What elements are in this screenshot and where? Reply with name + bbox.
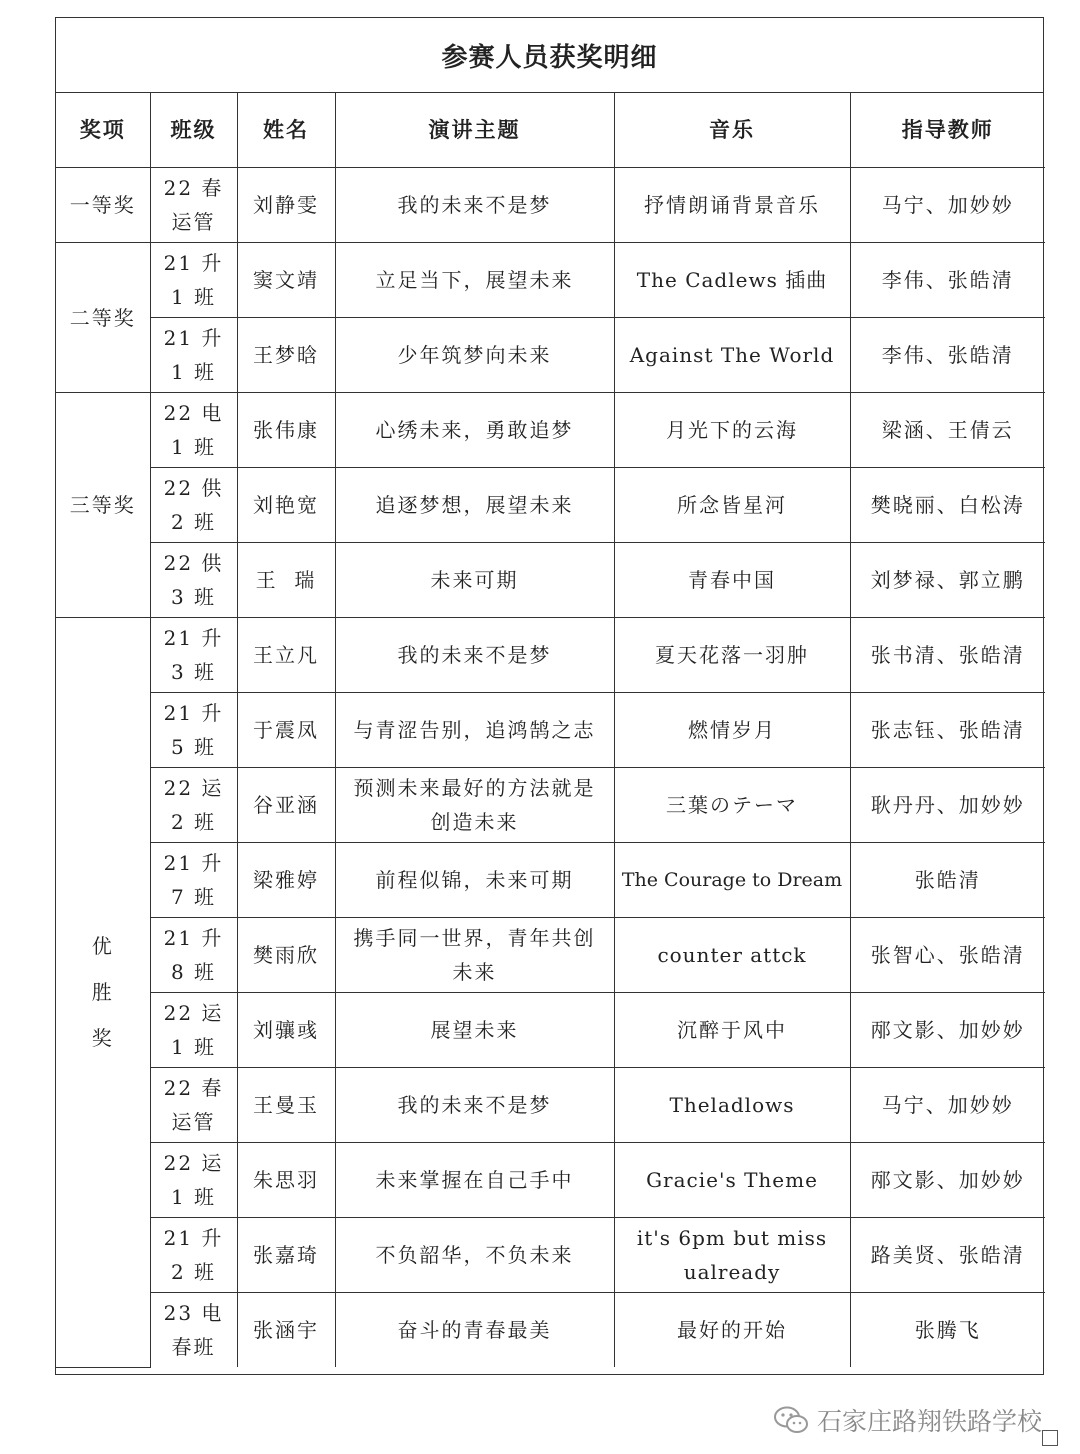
name-cell: 窦文靖 — [237, 243, 335, 318]
topic-cell: 预测未来最好的方法就是 创造未来 — [335, 768, 614, 843]
music-cell: The Cadlews 插曲 — [614, 243, 850, 318]
class-cell: 21 升 7 班 — [150, 843, 237, 918]
name-cell: 谷亚涵 — [237, 768, 335, 843]
name-cell: 王梦晗 — [237, 318, 335, 393]
watermark-text: 石家庄路翔铁路学校 — [816, 1407, 1042, 1436]
teacher-cell: 刘梦禄、郭立鹏 — [850, 543, 1045, 618]
class-cell: 23 电 春班 — [150, 1293, 237, 1368]
teacher-cell: 邴文影、加妙妙 — [850, 993, 1045, 1068]
name-cell: 王 瑞 — [237, 543, 335, 618]
table-row — [56, 1068, 1045, 1143]
table-row — [56, 243, 1045, 318]
header-class: 班级 — [150, 93, 237, 168]
music-cell: 青春中国 — [614, 543, 850, 618]
name-cell: 刘骧彧 — [237, 993, 335, 1068]
name-cell: 梁雅婷 — [237, 843, 335, 918]
class-cell: 22 运 1 班 — [150, 1143, 237, 1218]
music-cell: 月光下的云海 — [614, 393, 850, 468]
header-award: 奖项 — [56, 93, 150, 168]
music-cell: 所念皆星河 — [614, 468, 850, 543]
table-row — [56, 918, 1045, 993]
teacher-cell: 张皓清 — [850, 843, 1045, 918]
music-cell: 最好的开始 — [614, 1293, 850, 1368]
table-row — [56, 468, 1045, 543]
name-cell: 刘静雯 — [237, 168, 335, 243]
class-cell: 22 春 运管 — [150, 168, 237, 243]
name-cell: 朱思羽 — [237, 1143, 335, 1218]
page-title: 参赛人员获奖明细 — [56, 18, 1043, 93]
topic-cell: 奋斗的青春最美 — [335, 1293, 614, 1368]
award-second: 二等奖 — [56, 243, 150, 393]
award-table — [56, 93, 1045, 1368]
teacher-cell: 耿丹丹、加妙妙 — [850, 768, 1045, 843]
class-cell: 21 升 3 班 — [150, 618, 237, 693]
teacher-cell: 路美贤、张皓清 — [850, 1218, 1045, 1293]
topic-cell: 未来掌握在自己手中 — [335, 1143, 614, 1218]
class-cell: 21 升 1 班 — [150, 243, 237, 318]
topic-cell: 未来可期 — [335, 543, 614, 618]
table-row — [56, 168, 1045, 243]
class-cell: 22 电 1 班 — [150, 393, 237, 468]
award-excellence: 优 胜 奖 — [56, 618, 150, 1368]
name-cell: 于震凤 — [237, 693, 335, 768]
teacher-cell: 邴文影、加妙妙 — [850, 1143, 1045, 1218]
class-cell: 22 运 1 班 — [150, 993, 237, 1068]
header-name: 姓名 — [237, 93, 335, 168]
table-row — [56, 768, 1045, 843]
music-cell: Theladlows — [614, 1068, 850, 1143]
teacher-cell: 张腾飞 — [850, 1293, 1045, 1368]
class-cell: 21 升 5 班 — [150, 693, 237, 768]
award-table-sheet — [55, 17, 1044, 1375]
table-row — [56, 843, 1045, 918]
table-row — [56, 693, 1045, 768]
name-cell: 张涵宇 — [237, 1293, 335, 1368]
topic-cell: 前程似锦，未来可期 — [335, 843, 614, 918]
class-cell: 22 春 运管 — [150, 1068, 237, 1143]
teacher-cell: 张书清、张皓清 — [850, 618, 1045, 693]
name-cell: 刘艳宽 — [237, 468, 335, 543]
teacher-cell: 张智心、张皓清 — [850, 918, 1045, 993]
topic-cell: 我的未来不是梦 — [335, 168, 614, 243]
teacher-cell: 梁涵、王倩云 — [850, 393, 1045, 468]
name-cell: 王曼玉 — [237, 1068, 335, 1143]
name-cell: 张嘉琦 — [237, 1218, 335, 1293]
header-topic: 演讲主题 — [335, 93, 614, 168]
music-cell: 燃情岁月 — [614, 693, 850, 768]
name-cell: 张伟康 — [237, 393, 335, 468]
class-cell: 21 升 2 班 — [150, 1218, 237, 1293]
table-row — [56, 543, 1045, 618]
table-row — [56, 993, 1045, 1068]
topic-cell: 我的未来不是梦 — [335, 618, 614, 693]
award-first: 一等奖 — [56, 168, 150, 243]
watermark — [773, 1402, 1042, 1438]
topic-cell: 展望未来 — [335, 993, 614, 1068]
topic-cell: 追逐梦想，展望未来 — [335, 468, 614, 543]
table-row — [56, 1218, 1045, 1293]
music-cell: 三葉のテーマ — [614, 768, 850, 843]
class-cell: 22 运 2 班 — [150, 768, 237, 843]
music-cell: Gracie's Theme — [614, 1143, 850, 1218]
music-cell: 夏天花落一羽肿 — [614, 618, 850, 693]
topic-cell: 心绣未来，勇敢追梦 — [335, 393, 614, 468]
topic-cell: 我的未来不是梦 — [335, 1068, 614, 1143]
teacher-cell: 樊晓丽、白松涛 — [850, 468, 1045, 543]
header-row — [56, 93, 1045, 168]
music-cell: 抒情朗诵背景音乐 — [614, 168, 850, 243]
teacher-cell: 马宁、加妙妙 — [850, 168, 1045, 243]
table-row — [56, 393, 1045, 468]
name-cell: 王立凡 — [237, 618, 335, 693]
topic-cell: 与青涩告别，追鸿鹄之志 — [335, 693, 614, 768]
award-third: 三等奖 — [56, 393, 150, 618]
class-cell: 21 升 8 班 — [150, 918, 237, 993]
class-cell: 21 升 1 班 — [150, 318, 237, 393]
table-row — [56, 618, 1045, 693]
music-cell: Against The World — [614, 318, 850, 393]
header-teacher: 指导教师 — [850, 93, 1045, 168]
table-row — [56, 318, 1045, 393]
topic-cell: 少年筑梦向未来 — [335, 318, 614, 393]
header-music: 音乐 — [614, 93, 850, 168]
teacher-cell: 张志钰、张皓清 — [850, 693, 1045, 768]
music-cell: 沉醉于风中 — [614, 993, 850, 1068]
name-cell: 樊雨欣 — [237, 918, 335, 993]
teacher-cell: 李伟、张皓清 — [850, 243, 1045, 318]
topic-cell: 携手同一世界，青年共创 未来 — [335, 918, 614, 993]
table-row — [56, 1293, 1045, 1368]
music-cell: it's 6pm but miss ualready — [614, 1218, 850, 1293]
class-cell: 22 供 2 班 — [150, 468, 237, 543]
table-row — [56, 1143, 1045, 1218]
topic-cell: 不负韶华，不负未来 — [335, 1218, 614, 1293]
corner-square-icon — [1042, 1430, 1058, 1446]
wechat-icon — [773, 1405, 809, 1435]
topic-cell: 立足当下，展望未来 — [335, 243, 614, 318]
class-cell: 22 供 3 班 — [150, 543, 237, 618]
teacher-cell: 马宁、加妙妙 — [850, 1068, 1045, 1143]
music-cell: The Courage to Dream — [614, 843, 850, 918]
music-cell: counter attck — [614, 918, 850, 993]
teacher-cell: 李伟、张皓清 — [850, 318, 1045, 393]
